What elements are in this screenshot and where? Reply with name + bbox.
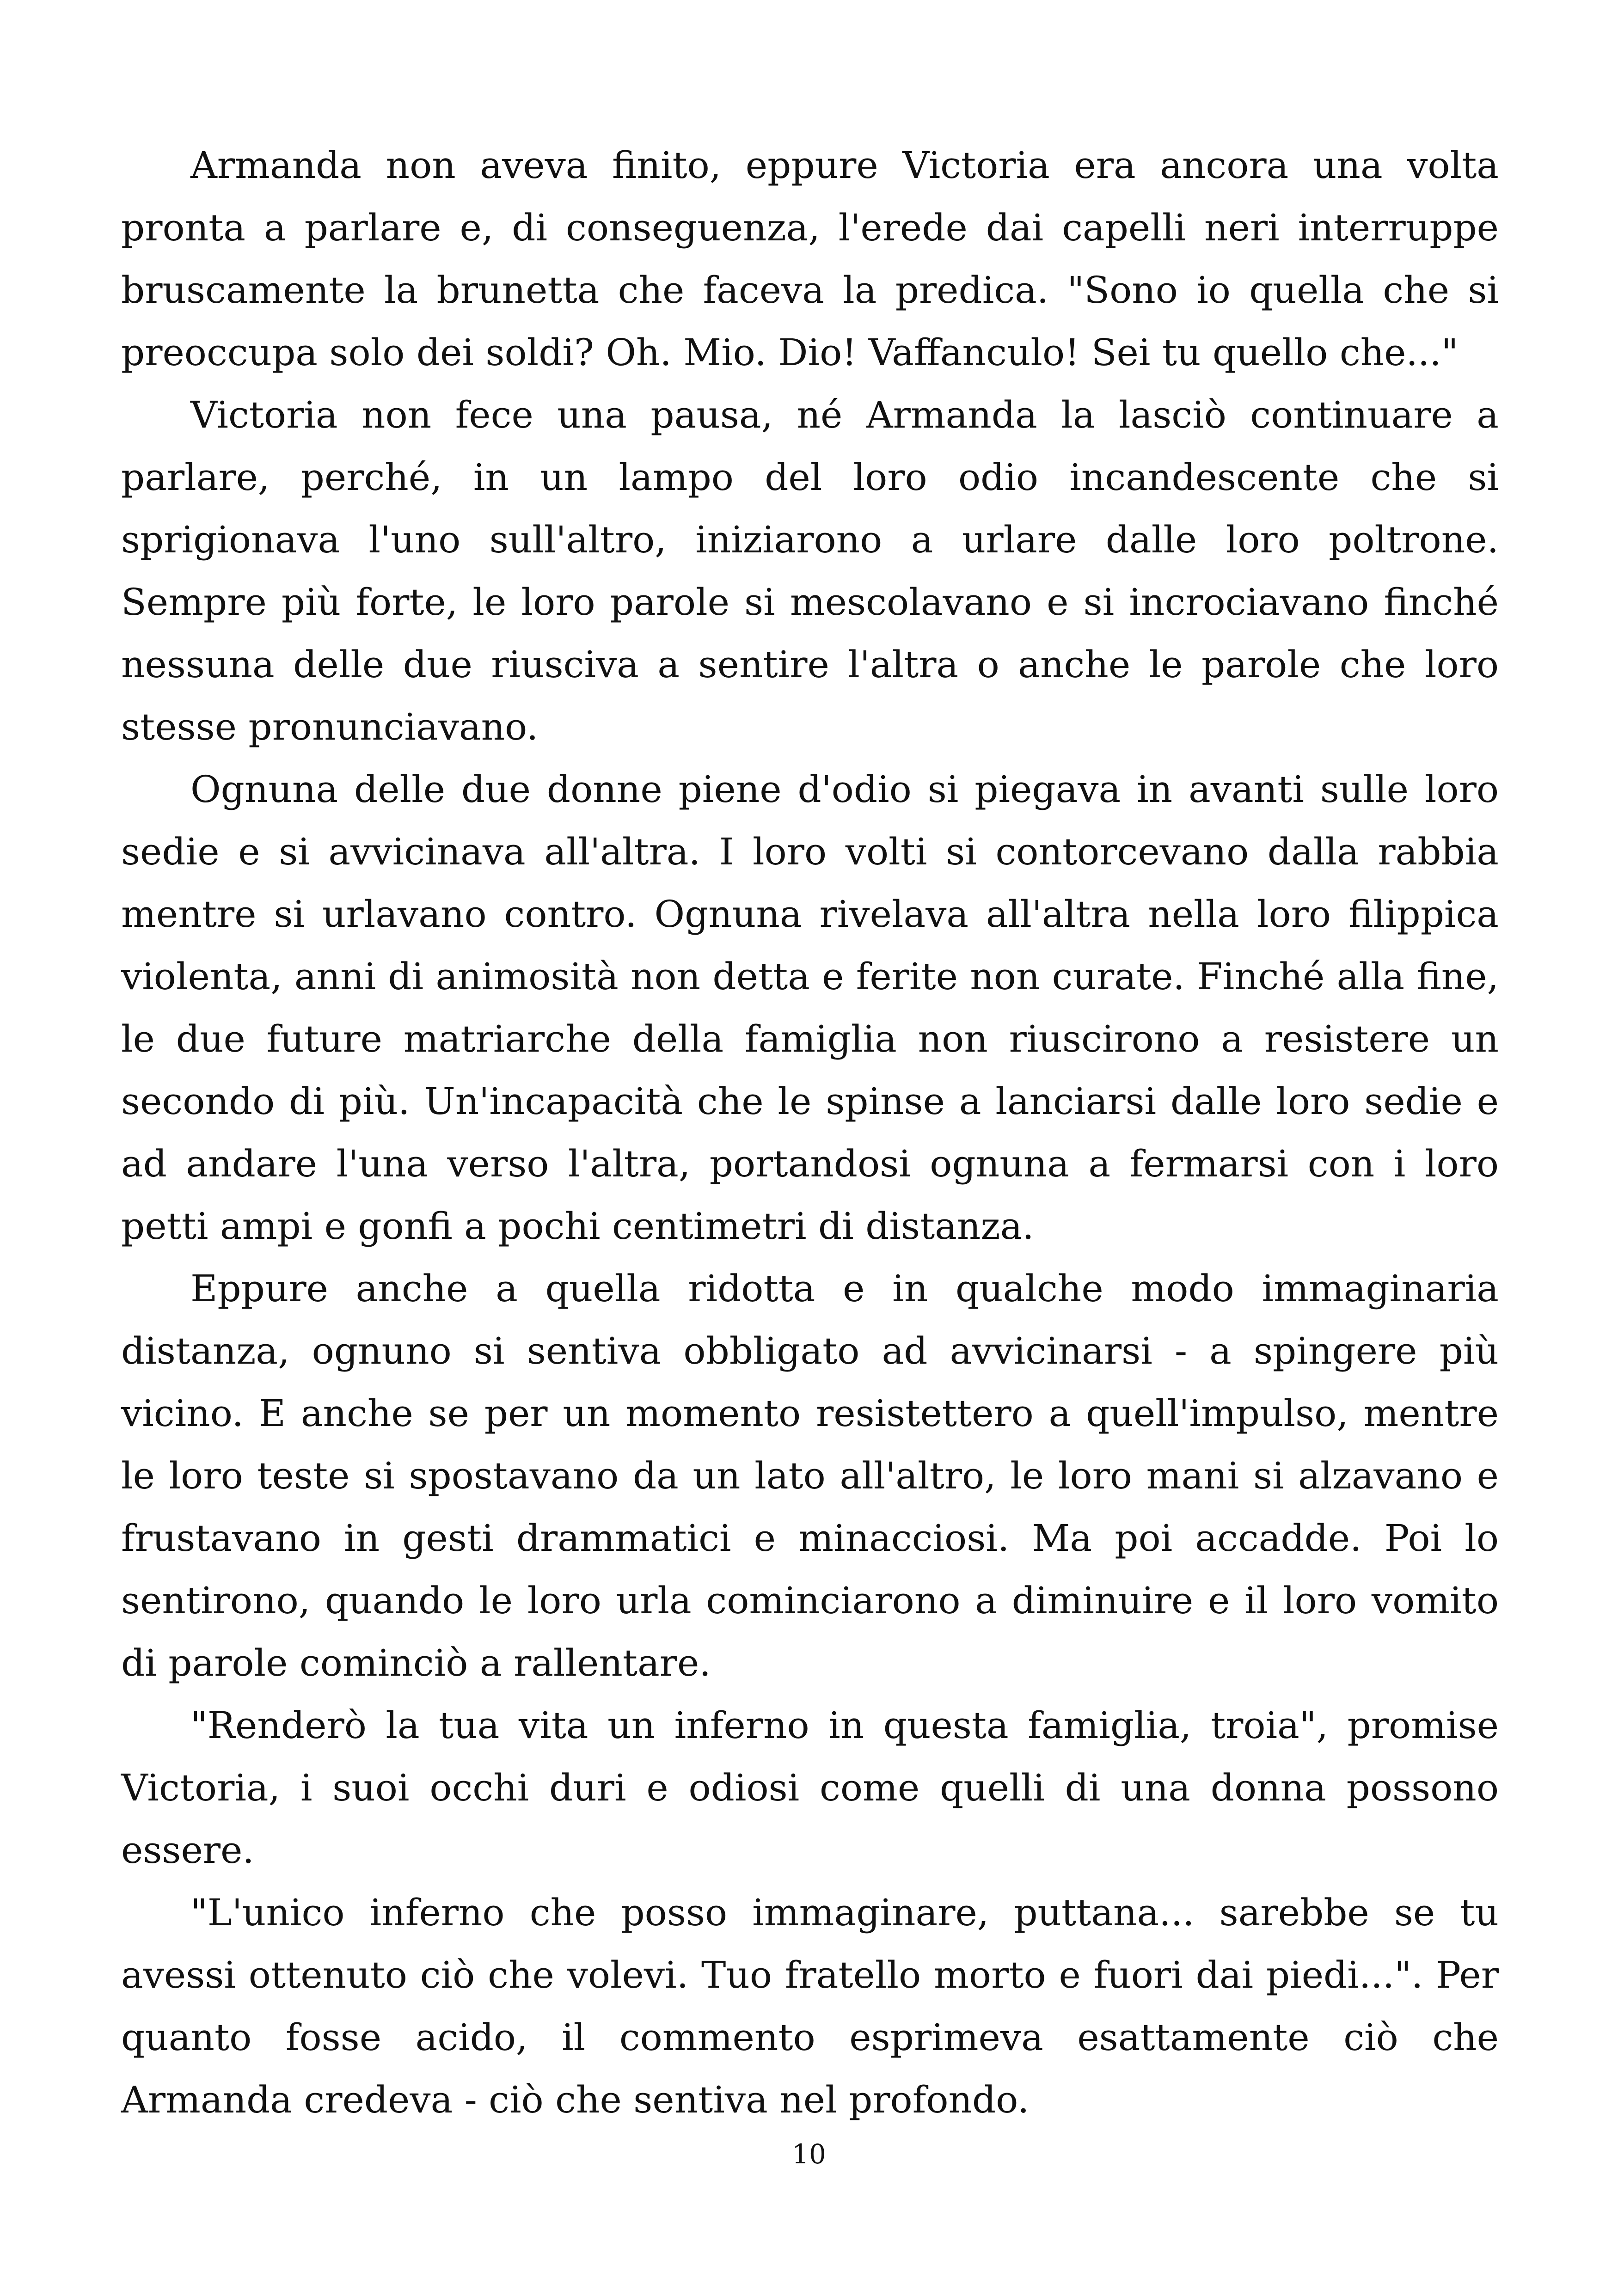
- page-number: 10: [792, 2138, 826, 2170]
- paragraph-6: "L'unico inferno che posso immaginare, puttana... sarebbe se tu avessi ottenuto ciò che volevi. Tuo fratello morto e fuori dai piedi...". Per quanto fosse acido, il commento esprimeva esattamente ciò che Armanda credeva - ciò che sentiva nel profondo.: [121, 1891, 1499, 2121]
- body-text: [121, 134, 1499, 2131]
- paragraph-2: Victoria non fece una pausa, né Armanda la lasciò continuare a parlare, perché, in un lampo del loro odio incandescente che si sprigionava l'uno sull'altro, iniziarono a urlare dalle loro poltrone. Sempre più forte, le loro parole si mescolavano e si incrociavano finché nessuna delle due riusciva a sentire l'altra o anche le parole che loro stesse pronunciavano.: [121, 393, 1499, 748]
- paragraph-1: Armanda non aveva finito, eppure Victoria era ancora una volta pronta a parlare e, di conseguenza, l'erede dai capelli neri interruppe bruscamente la brunetta che faceva la predica. "Sono io quella che si preoccupa solo dei soldi? Oh. Mio. Dio! Vaffanculo! Sei tu quello che...": [121, 144, 1499, 374]
- paragraph-3: Ognuna delle due donne piene d'odio si piegava in avanti sulle loro sedie e si avvicinava all'altra. I loro volti si contorcevano dalla rabbia mentre si urlavano contro. Ognuna rivelava all'altra nella loro filippica violenta, anni di animosità non detta e ferite non curate. Finché alla fine, le due future matriarche della famiglia non riuscirono a resistere un secondo di più. Un'incapacità che le spinse a lanciarsi dalle loro sedie e ad andare l'una verso l'altra, portandosi ognuna a fermarsi con i loro petti ampi e gonfi a pochi centimetri di distanza.: [121, 768, 1499, 1248]
- paragraph-4: Eppure anche a quella ridotta e in qualche modo immaginaria distanza, ognuno si sentiva obbligato ad avvicinarsi - a spingere più vicino. E anche se per un momento resistettero a quell'impulso, mentre le loro teste si spostavano da un lato all'altro, le loro mani si alzavano e frustavano in gesti drammatici e minacciosi. Ma poi accadde. Poi lo sentirono, quando le loro urla cominciarono a diminuire e il loro vomito di parole cominciò a rallentare.: [121, 1267, 1499, 1684]
- paragraph-5: "Renderò la tua vita un inferno in questa famiglia, troia", promise Victoria, i suoi occhi duri e odiosi come quelli di una donna possono essere.: [121, 1704, 1499, 1872]
